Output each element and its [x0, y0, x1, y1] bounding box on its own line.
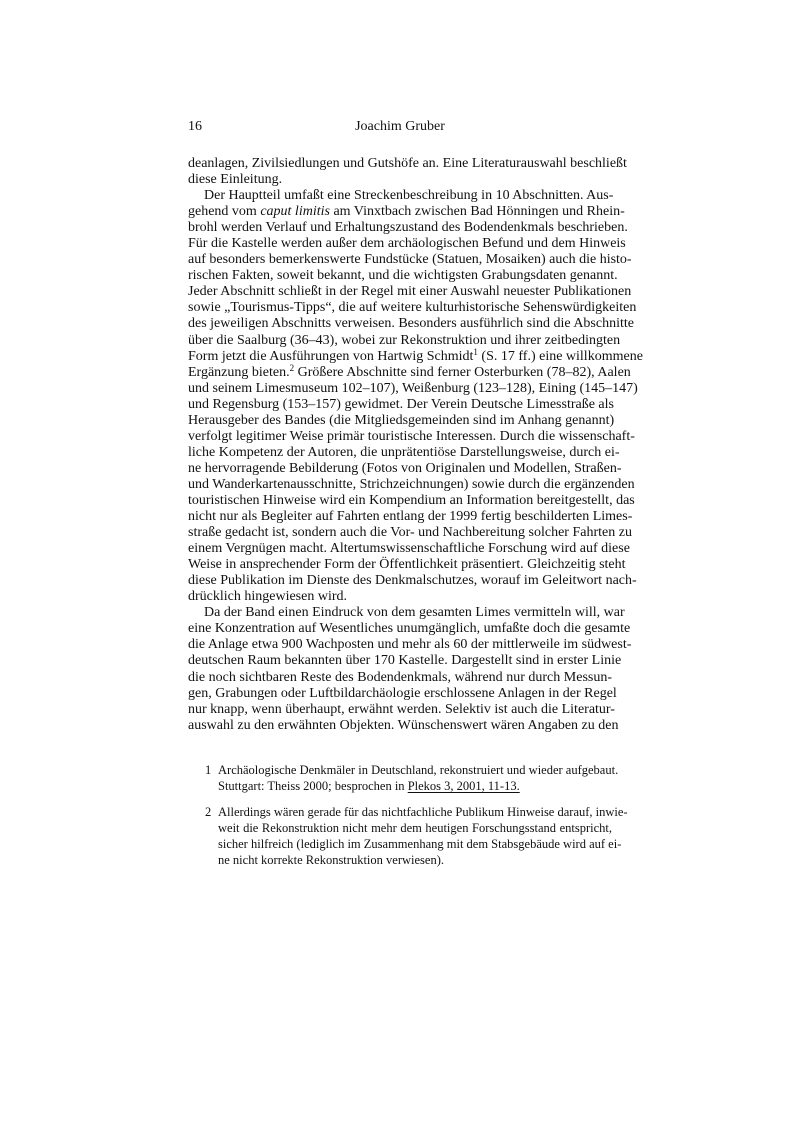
text-line [188, 172, 612, 188]
text-segment: (S. 17 ff.) eine willkommene [477, 348, 643, 364]
text-line [188, 268, 618, 284]
text-segment: die Anlage etwa 900 Wachposten und mehr als 60 der mittlerweile im südwest- [188, 637, 632, 653]
text-line [188, 525, 632, 541]
text-line [188, 605, 625, 621]
text-line [188, 717, 619, 734]
text-line [218, 836, 622, 852]
footnote-number: 1 [205, 763, 212, 777]
text-line [188, 428, 635, 445]
footnote [205, 804, 628, 868]
text-line [188, 412, 615, 429]
text-segment: rischen Fakten, soweit bekannt, und die wichtigsten Grabungsdaten genannt. [188, 268, 618, 284]
text-line [188, 300, 637, 316]
text-line [188, 541, 630, 557]
text-line [188, 444, 620, 461]
text-line [218, 852, 612, 868]
text-line [188, 252, 632, 268]
footnote-number: 2 [205, 805, 212, 819]
text-line [188, 509, 633, 525]
footnote-reference[interactable]: 2 [289, 362, 295, 373]
text-line [188, 188, 612, 204]
text-segment: Herausgeber des Bandes (die Mitgliedsgemeinden sind im Anhang genannt) [188, 412, 615, 428]
text-line [188, 476, 635, 493]
text-segment: am Vinxtbach zwischen Bad Hönningen und Rhein- [329, 204, 625, 220]
footnote [205, 762, 619, 794]
text-segment: Da der Band einen Eindruck von dem gesamten Limes vermitteln will, war [204, 605, 625, 621]
text-line [218, 762, 619, 778]
body-text [188, 156, 643, 734]
text-line [188, 284, 632, 300]
text-segment: sowie „Tourismus-Tipps“, die auf weitere kulturhistorische Sehenswürdigkeiten [188, 300, 637, 316]
text-line [188, 220, 628, 236]
text-segment: diese Einleitung. [188, 172, 283, 188]
text-segment: drücklich hingewiesen wird. [188, 589, 348, 605]
running-header [188, 119, 612, 137]
text-line [218, 778, 612, 794]
text-line [218, 804, 628, 820]
text-segment: Ergänzung bieten. [188, 364, 290, 380]
text-segment: auswahl zu den erwähnten Objekten. Wünschenswert wären Angaben zu den [188, 717, 619, 733]
text-segment: Archäologische Denkmäler in Deutschland, rekonstruiert und wieder aufgebaut. [218, 763, 619, 777]
text-segment: ne hervorragende Bebilderung (Fotos von Originalen und Modellen, Straßen- [188, 460, 622, 476]
text-line [188, 637, 632, 653]
text-segment: deutschen Raum bekannten über 170 Kastelle. Dargestellt sind in erster Linie [188, 653, 622, 669]
text-line [188, 236, 626, 252]
running-header-author: Joachim Gruber [355, 119, 445, 134]
text-segment: Allerdings wären gerade für das nichtfachliche Publikum Hinweise darauf, inwie- [218, 805, 628, 819]
page-number: 16 [188, 119, 202, 134]
citation-link[interactable]: Plekos 3, 2001, 11-13. [407, 779, 520, 793]
text-segment: einem Vergnügen macht. Altertumswissenschaftliche Forschung wird auf diese [188, 541, 630, 557]
text-line [188, 670, 612, 686]
text-segment: liche Kompetenz der Autoren, die unprätentiöse Darstellungsweise, durch ei- [188, 444, 620, 460]
text-line [188, 332, 621, 349]
text-line [188, 492, 635, 509]
text-segment: gen, Grabungen oder Luftbildarchäologie erschlossene Anlagen in der Regel [188, 685, 617, 701]
text-line [188, 685, 617, 702]
text-line [188, 701, 615, 718]
text-segment: die noch sichtbaren Reste des Bodendenkmals, während nur durch Messun- [188, 669, 612, 685]
text-segment: deanlagen, Zivilsiedlungen und Gutshöfe an. Eine Literaturauswahl beschließt [188, 156, 627, 171]
text-line [188, 397, 612, 413]
text-segment: Form jetzt die Ausführungen von Hartwig Schmidt [188, 348, 474, 364]
text-segment: nicht nur als Begleiter auf Fahrten entlang der 1999 fertig beschilderten Limes- [188, 509, 633, 525]
text-segment: über die Saalburg (36–43), wobei zur Rekonstruktion und ihrer zeitbedingten [188, 332, 621, 348]
footnote-reference[interactable]: 1 [473, 346, 478, 357]
text-segment: Weise in ansprechender Form der Öffentlichkeit präsentiert. Gleichzeitig steht [188, 557, 626, 573]
text-line [188, 204, 625, 220]
text-segment: straße gedacht ist, sondern auch die Vor- und Nachbereitung solcher Fahrten zu [188, 525, 632, 541]
text-segment: Jeder Abschnitt schließt in der Regel mit einer Auswahl neuester Publikationen [188, 284, 632, 300]
text-line [188, 557, 626, 573]
text-segment: sicher hilfreich (lediglich im Zusammenhang mit dem Stabsgebäude wird auf ei- [218, 837, 622, 851]
text-line [188, 589, 612, 605]
text-segment: weit die Rekonstruktion nicht mehr dem heutigen Forschungsstand entspricht, [218, 821, 612, 835]
text-segment: Größere Abschnitte sind ferner Osterburken (78–82), Aalen [294, 364, 631, 380]
text-line [218, 820, 612, 836]
text-line [188, 316, 634, 332]
text-line [188, 653, 622, 669]
text-line [188, 156, 627, 172]
text-segment: des jeweiligen Abschnitts verweisen. Besonders ausführlich sind die Abschnitte [188, 316, 634, 332]
text-segment: gehend vom [188, 204, 261, 220]
text-segment: Der Hauptteil umfaßt eine Streckenbeschreibung in 10 Abschnitten. Aus- [204, 188, 614, 204]
text-line [188, 460, 622, 477]
text-segment: diese Publikation im Dienste des Denkmalschutzes, worauf im Geleitwort nach- [188, 573, 637, 589]
footnotes [205, 762, 628, 878]
text-segment: eine Konzentration auf Wesentliches unumgänglich, umfaßte doch die gesamte [188, 621, 631, 637]
text-segment: und Wanderkartenausschnitte, Strichzeichnungen) sowie durch die ergänzenden [188, 476, 635, 492]
text-line [188, 621, 631, 637]
text-line [188, 362, 631, 381]
text-segment: nur knapp, wenn überhaupt, erwähnt werden. Selektiv ist auch die Literatur- [188, 701, 615, 717]
text-segment: verfolgt legitimer Weise primär touristische Interessen. Durch die wissenschaft- [188, 428, 635, 444]
text-segment: ne nicht korrekte Rekonstruktion verwiesen). [218, 853, 444, 867]
text-line [188, 573, 637, 589]
text-segment: brohl werden Verlauf und Erhaltungszustand des Bodendenkmals beschrieben. [188, 220, 628, 236]
text-segment: Für die Kastelle werden außer dem archäologischen Befund und dem Hinweis [188, 236, 626, 252]
text-segment: Stuttgart: Theiss 2000; besprochen in [218, 779, 408, 793]
text-line [188, 380, 638, 397]
text-segment: und seinem Limesmuseum 102–107), Weißenburg (123–128), Eining (145–147) [188, 380, 638, 396]
text-segment: und Regensburg (153–157) gewidmet. Der Verein Deutsche Limesstraße als [188, 396, 614, 412]
text-segment: touristischen Hinweise wird ein Kompendium an Information bereitgestellt, das [188, 492, 635, 508]
italic-text: caput limitis [260, 204, 330, 220]
text-segment: auf besonders bemerkenswerte Fundstücke (Statuen, Mosaiken) auch die histo- [188, 252, 632, 268]
text-line [188, 346, 643, 365]
